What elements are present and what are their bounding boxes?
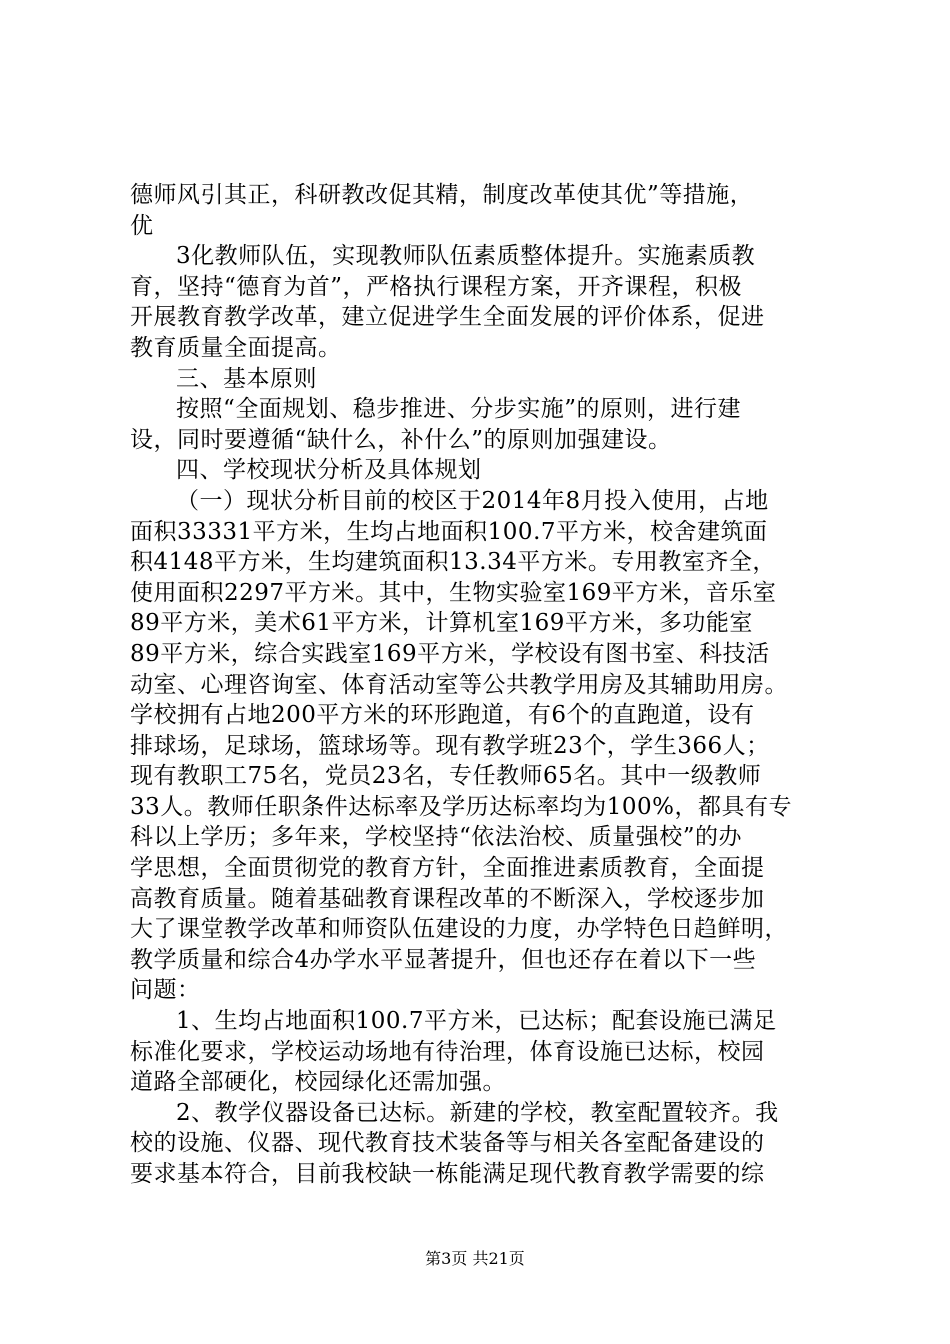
text-line: 科以上学历；多年来，学校坚持“依法治校、质量强校”的办 <box>130 824 743 851</box>
text-line: 教学质量和综合4办学水平显著提升，但也还存在着以下一些 <box>130 946 757 973</box>
section-heading: 三、基本原则 <box>176 365 317 392</box>
text-line: 现有教职工75名，党员23名，专任教师65名。其中一级教师 <box>130 763 762 790</box>
document-body <box>130 180 830 1190</box>
text-line: 学校拥有占地200平方米的环形跑道，有6个的直跑道，设有 <box>130 702 755 729</box>
text-line: （一）现状分析目前的校区于2014年8月投入使用，占地 <box>176 487 769 514</box>
text-line: 学思想，全面贯彻党的教育方针，全面推进素质教育，全面提 <box>130 855 765 882</box>
text-line: 动室、心理咨询室、体育活动室等公共教学用房及其辅助用房。 <box>130 671 788 698</box>
text-line: 标准化要求，学校运动场地有待治理，体育设施已达标，校园 <box>130 1038 765 1065</box>
text-line: 要求基本符合，目前我校缺一栋能满足现代教育教学需要的综 <box>130 1161 765 1187</box>
page-footer: 第3页 共21页 <box>425 1249 525 1268</box>
text-line: 2、教学仪器设备已达标。新建的学校，教室配置较齐。我 <box>176 1099 779 1126</box>
text-line: 问题： <box>130 977 201 1004</box>
text-line: 教育质量全面提高。 <box>130 334 342 361</box>
text-line: 积4148平方米，生均建筑面积13.34平方米。专用教室齐全， <box>130 549 776 576</box>
text-line: 育，坚持“德育为首”，严格执行课程方案，开齐课程，积极 <box>130 273 743 300</box>
text-line: 德师风引其正，科研教改促其精，制度改革使其优”等措施， <box>130 182 754 208</box>
text-line: 高教育质量。随着基础教育课程改革的不断深入，学校逐步加 <box>130 885 765 912</box>
text-line: 89平方米，美术61平方米，计算机室169平方米，多功能室 <box>130 610 753 637</box>
text-line: 校的设施、仪器、现代教育技术装备等与相关各室配备建设的 <box>130 1130 765 1157</box>
text-line: 1、生均占地面积100.7平方米，已达标；配套设施已满足 <box>176 1008 777 1035</box>
text-line: 使用面积2297平方米。其中，生物实验室169平方米，音乐室 <box>130 579 777 606</box>
text-line: 33人。教师任职条件达标率及学历达标率均为100%，都具有专 <box>130 793 793 820</box>
text-line: 开展教育教学改革，建立促进学生全面发展的评价体系，促进 <box>130 304 765 331</box>
text-line: 3化教师队伍，实现教师队伍素质整体提升。实施素质教 <box>176 243 756 270</box>
section-heading: 四、学校现状分析及具体规划 <box>176 457 482 484</box>
text-line: 优 <box>130 212 154 239</box>
text-line: 设，同时要遵循“缺什么，补什么”的原则加强建设。 <box>130 426 672 453</box>
text-line: 大了课堂教学改革和师资队伍建设的力度，办学特色日趋鲜明， <box>130 916 788 943</box>
text-line: 道路全部硬化，校园绿化还需加强。 <box>130 1069 506 1096</box>
text-line: 按照“全面规划、稳步推进、分步实施”的原则，进行建 <box>176 396 742 423</box>
text-line: 89平方米，综合实践室169平方米，学校设有图书室、科技活 <box>130 640 770 667</box>
text-line: 排球场，足球场，篮球场等。现有教学班23个，学生366人； <box>130 732 770 759</box>
text-line: 面积33331平方米，生均占地面积100.7平方米，校舍建筑面 <box>130 518 768 545</box>
